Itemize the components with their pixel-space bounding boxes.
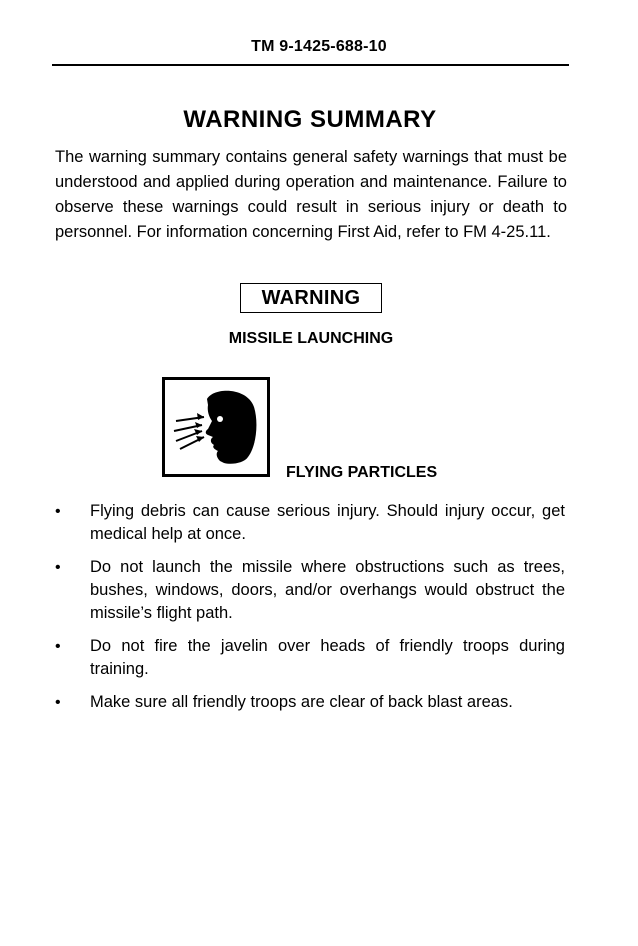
bullet-text: Do not fire the javelin over heads of friendly troops during training. <box>90 637 565 678</box>
list-item <box>55 635 565 681</box>
document-number: TM 9-1425-688-10 <box>251 38 387 55</box>
page-title: WARNING SUMMARY <box>183 106 437 133</box>
header-divider <box>52 64 569 66</box>
bullet-text: Make sure all friendly troops are clear of back blast areas. <box>90 693 513 711</box>
bullet-dot: • <box>55 694 61 711</box>
list-item <box>55 500 565 546</box>
list-item <box>55 556 565 625</box>
flying-particles-icon <box>162 377 270 477</box>
warning-label: WARNING <box>240 283 382 313</box>
bullet-dot: • <box>55 638 61 655</box>
bullet-text: Do not launch the missile where obstructions such as trees, bushes, windows, doors, and/or overhangs would obstruct the missile’s flight path. <box>90 558 565 622</box>
bullet-dot: • <box>55 503 61 520</box>
warning-bullet-list <box>55 500 565 724</box>
hazard-label: FLYING PARTICLES <box>286 464 438 481</box>
bullet-text: Flying debris can cause serious injury. Should injury occur, get medical help at once. <box>90 502 565 543</box>
section-title: MISSILE LAUNCHING <box>228 330 394 347</box>
bullet-dot: • <box>55 559 61 576</box>
intro-paragraph: The warning summary contains general safety warnings that must be understood and applied during operation and maintenance. Failure to observe these warnings could result in serious injury or death to personnel. For information concerning First Aid, refer to FM 4-25.11. <box>55 148 567 241</box>
list-item <box>55 691 565 714</box>
